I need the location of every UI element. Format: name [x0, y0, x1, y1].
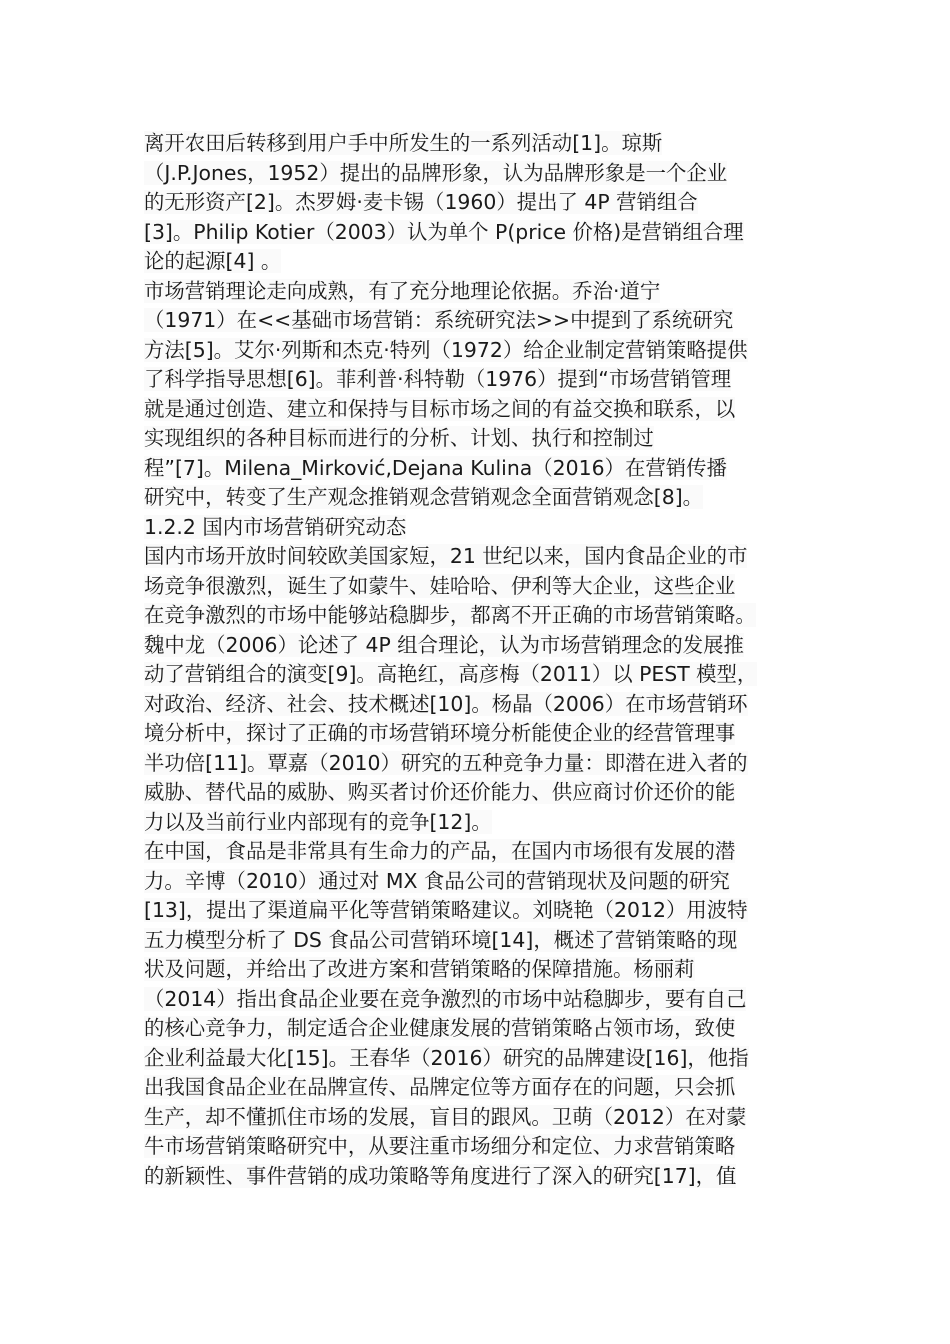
text-line-content: 对政治、经济、社会、技术概述[10]。杨晶（2006）在市场营销环	[144, 691, 748, 716]
text-line-content: 牛市场营销策略研究中，从要注重市场细分和定位、力求营销策略	[144, 1134, 736, 1158]
text-line	[144, 1014, 808, 1044]
text-line-content: （J.P.Jones，1952）提出的品牌形象，认为品牌形象是一个企业	[144, 160, 728, 185]
text-line	[144, 483, 808, 513]
text-line-content: 市场营销理论走向成熟，有了充分地理论依据。乔治·道宁	[144, 278, 661, 303]
text-line	[144, 277, 808, 307]
text-line-content: （2014）指出食品企业要在竞争激烈的市场中站稳脚步，要有自己	[144, 986, 747, 1011]
text-line-content: 境分析中，探讨了正确的市场营销环境分析能使企业的经营管理事	[144, 721, 736, 745]
text-line-content: 在中国，食品是非常具有生命力的产品，在国内市场很有发展的潜	[144, 839, 736, 863]
text-line-content: 威胁、替代品的威胁、购买者讨价还价能力、供应商讨价还价的能	[144, 780, 736, 804]
text-line-content: 论的起源[4] 。	[144, 249, 282, 273]
text-line-content: 五力模型分析了 DS 食品公司营销环境[14]，概述了营销策略的现	[144, 927, 738, 952]
text-line	[144, 159, 808, 189]
text-line-content: （1971）在<<基础市场营销：系统研究法>>中提到了系统研究	[144, 308, 734, 332]
text-line	[144, 542, 808, 572]
text-line	[144, 188, 808, 218]
text-line	[144, 867, 808, 897]
text-line	[144, 572, 808, 602]
text-line-content: 方法[5]。艾尔·列斯和杰克·特列（1972）给企业制定营销策略提供	[144, 337, 748, 362]
text-line	[144, 749, 808, 779]
text-line-content: 实现组织的各种目标而进行的分析、计划、执行和控制过	[144, 426, 654, 450]
text-line-content: 场竞争很激烈，诞生了如蒙牛、娃哈哈、伊利等大企业，这些企业	[144, 573, 736, 598]
text-line-content: 生产，却不懂抓住市场的发展，盲目的跟风。卫萌（2012）在对蒙	[144, 1104, 747, 1129]
text-line	[144, 955, 808, 985]
text-line	[144, 336, 808, 366]
section-heading-text: 1.2.2 国内市场营销研究动态	[144, 514, 407, 539]
document-body	[144, 129, 808, 1191]
text-line-content: 离开农田后转移到用户手中所发生的一系列活动[1]。琼斯	[144, 131, 663, 155]
text-line-content: 在竞争激烈的市场中能够站稳脚步，都离不开正确的市场营销策略。	[144, 603, 756, 627]
text-line-content: 企业利益最大化[15]。王春华（2016）研究的品牌建设[16]，他指	[144, 1045, 749, 1070]
text-line	[144, 601, 808, 631]
text-line-content: 动了营销组合的演变[9]。高艳红，高彦梅（2011）以 PEST 模型，	[144, 662, 758, 686]
text-line	[144, 454, 808, 484]
text-line	[144, 837, 808, 867]
text-line	[144, 1044, 808, 1074]
text-line-content: 了科学指导思想[6]。菲利普·科特勒（1976）提到“市场营销管理	[144, 367, 732, 391]
text-line-content: 的新颖性、事件营销的成功策略等角度进行了深入的研究[17]，值	[144, 1163, 737, 1188]
text-line	[144, 306, 808, 336]
text-line-content: [13]，提出了渠道扁平化等营销策略建议。刘晓艳（2012）用波特	[144, 898, 748, 922]
text-line	[144, 660, 808, 690]
text-line-content: 力以及当前行业内部现有的竞争[12]。	[144, 809, 492, 834]
text-line-content: 出我国食品企业在品牌宣传、品牌定位等方面存在的问题，只会抓	[144, 1075, 736, 1099]
text-line	[144, 1073, 808, 1103]
text-line-content: 的核心竞争力，制定适合企业健康发展的营销策略占领市场，致使	[144, 1016, 736, 1040]
text-line-content: 魏中龙（2006）论述了 4P 组合理论，认为市场营销理念的发展推	[144, 632, 744, 657]
text-line	[144, 218, 808, 248]
text-line-content: 就是通过创造、建立和保持与目标市场之间的有益交换和联系，以	[144, 396, 736, 421]
text-line	[144, 395, 808, 425]
text-line	[144, 247, 808, 277]
text-line	[144, 719, 808, 749]
text-line-content: 的无形资产[2]。杰罗姆·麦卡锡（1960）提出了 4P 营销组合	[144, 190, 698, 214]
text-line	[144, 926, 808, 956]
text-line	[144, 778, 808, 808]
text-line	[144, 1132, 808, 1162]
text-line-content: 力。辛博（2010）通过对 MX 食品公司的营销现状及问题的研究	[144, 868, 730, 893]
text-line	[144, 1103, 808, 1133]
section-heading	[144, 513, 808, 543]
text-line	[144, 985, 808, 1015]
text-line	[144, 896, 808, 926]
text-line	[144, 808, 808, 838]
text-line-content: 研究中，转变了生产观念推销观念营销观念全面营销观念[8]。	[144, 485, 704, 509]
text-line	[144, 365, 808, 395]
text-line	[144, 1162, 808, 1192]
text-line-content: 国内市场开放时间较欧美国家短，21 世纪以来，国内食品企业的市	[144, 544, 748, 568]
text-line	[144, 129, 808, 159]
text-line	[144, 424, 808, 454]
text-line-content: 状及问题，并给出了改进方案和营销策略的保障措施。杨丽莉	[144, 957, 695, 981]
text-line-content: 程”[7]。Milena_Mirković,Dejana Kulina（2016）在营销传播	[144, 455, 727, 480]
text-line	[144, 690, 808, 720]
text-line-content: 半功倍[11]。覃嘉（2010）研究的五种竞争力量：即潜在进入者的	[144, 750, 748, 775]
text-line-content: [3]。Philip Kotier（2003）认为单个 P(price 价格)是营销组合理	[144, 219, 744, 244]
text-line	[144, 631, 808, 661]
